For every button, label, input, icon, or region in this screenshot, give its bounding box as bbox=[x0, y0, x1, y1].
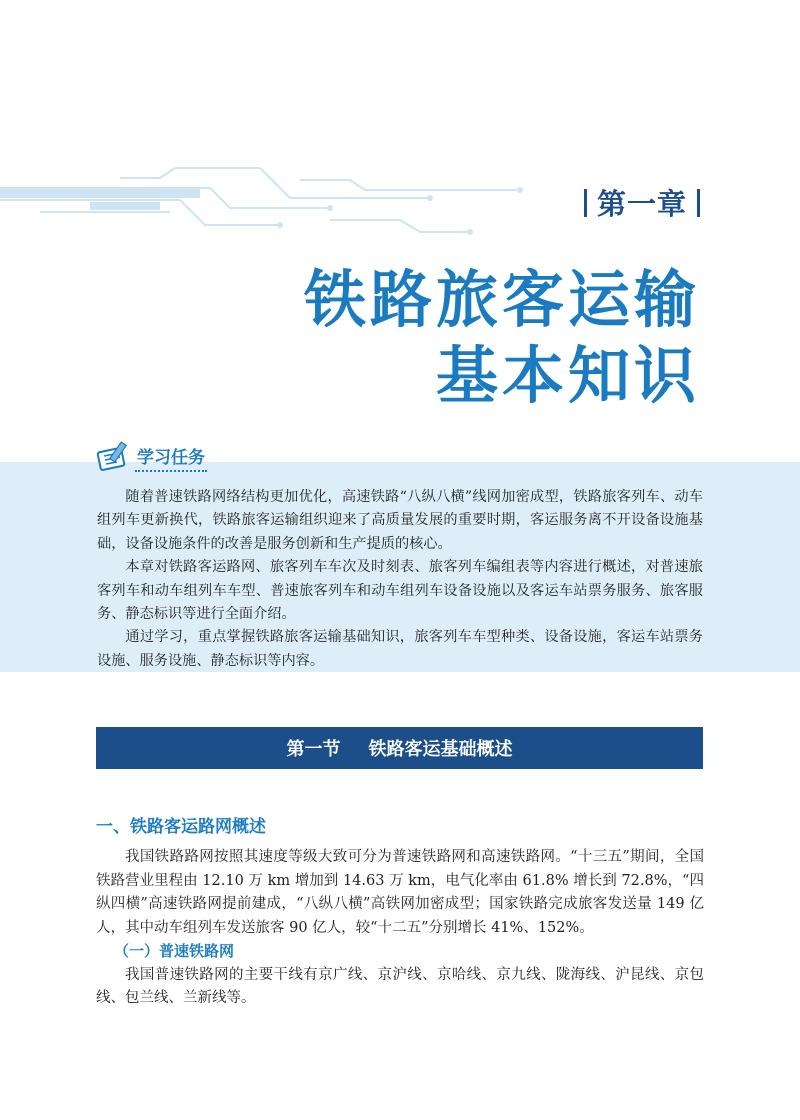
sub-subsection-heading: （一）普速铁路网 bbox=[114, 942, 235, 960]
learning-task-paragraph: 随着普速铁路网络结构更加优化，高速铁路“八纵八横”线网加密成型，铁路旅客列车、动车组列车更新换代，铁路旅客运输组织迎来了高质量发展的重要时期，客运服务离不开设备设施基础，设备设施条件的改善是服务创新和生产提质的核心。 bbox=[97, 489, 703, 552]
chapter-bar-right bbox=[697, 189, 700, 217]
learning-task-paragraph: 本章对铁路客运路网、旅客列车车次及时刻表、旅客列车编组表等内容进行概述，对普速旅客列车和动车组列车车型、普速旅客列车和动车组列车设备设施以及客运车站票务服务、旅客服务、静态标识等进行全面介绍。 bbox=[97, 559, 703, 623]
chapter-bar-left bbox=[584, 189, 587, 217]
learning-task-paragraph: 通过学习，重点掌握铁路旅客运输基础知识，旅客列车车型种类、设备设施，客运车站票务设施、服务设施、静态标识等内容。 bbox=[97, 629, 703, 669]
chapter-title-line-2: 基本知识 bbox=[435, 339, 700, 412]
body-paragraph: 我国普速铁路网的主要干线有京广线、京沪线、京哈线、京九线、陇海线、沪昆线、京包线、包兰线、兰新线等。 bbox=[96, 966, 704, 1006]
learning-task-label: 学习任务 bbox=[135, 443, 207, 472]
section-title: 铁路客运基础概述 bbox=[368, 739, 513, 760]
learning-task-header bbox=[95, 438, 207, 476]
section-banner bbox=[96, 727, 703, 769]
chapter-number: 第一章 bbox=[596, 187, 687, 221]
section-number: 第一节 bbox=[286, 739, 341, 760]
body-paragraph: 我国铁路路网按照其速度等级大致可分为普速铁路网和高速铁路网。“十三五”期间，全国铁路营业里程由 12.10 万 km 增加到 14.63 万 km，电气化率由 61.8% 增长到 72.8%，“四纵四横”高速铁路网提前建成，“八纵八横”高铁网加密成型；国家铁路完成旅客发送量 149 亿人，其中动车组列车发送旅客 90 亿人，较“十二五”分别增长 41%、152%。 bbox=[96, 849, 704, 936]
chapter-title-line-1: 铁路旅客运输 bbox=[303, 263, 700, 336]
learning-task-text bbox=[97, 486, 703, 673]
circuit-decoration bbox=[0, 150, 560, 250]
body-text bbox=[96, 846, 704, 1011]
pencil-notebook-icon bbox=[95, 438, 133, 476]
chapter-label bbox=[584, 182, 700, 223]
subsection-heading: 一、铁路客运路网概述 bbox=[96, 817, 266, 837]
chapter-title bbox=[304, 262, 700, 414]
